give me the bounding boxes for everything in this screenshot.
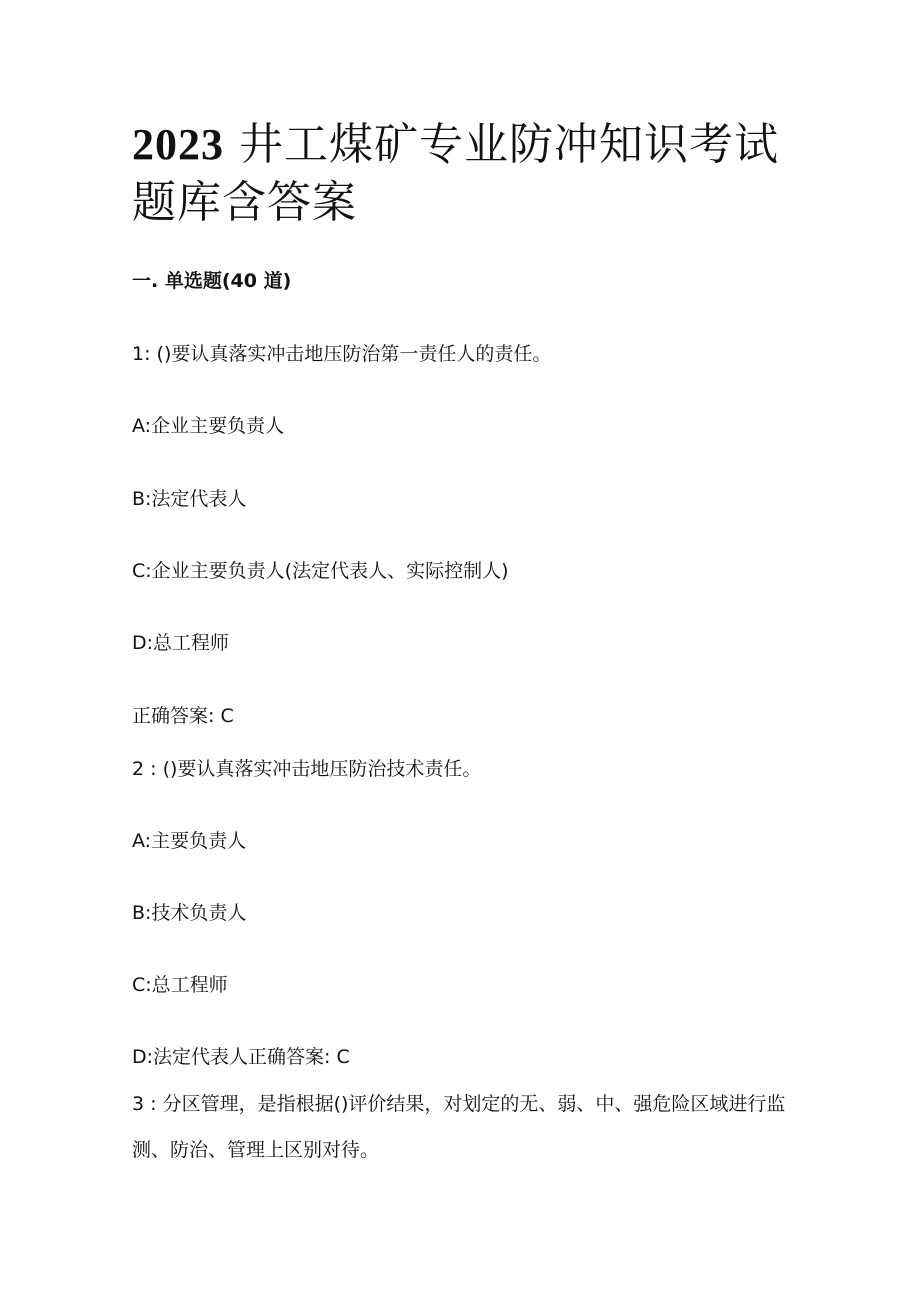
question-1-answer: 正确答案: C <box>132 705 234 727</box>
question-2-option-a: A:主要负责人 <box>132 830 247 852</box>
question-2-stem: 2 : ()要认真落实冲击地压防治技术责任。 <box>132 758 482 780</box>
question-1-option-c: C:企业主要负责人(法定代表人、实际控制人) <box>132 560 509 582</box>
question-1-option-a: A:企业主要负责人 <box>132 415 285 437</box>
question-3-stem: 3 : 分区管理，是指根据()评价结果，对划定的无、弱、中、强危险区域进行监测、防治、管理上区别对待。 <box>132 1093 786 1161</box>
question-1-option-b: B:法定代表人 <box>132 488 247 510</box>
question-1-option-d: D:总工程师 <box>132 632 230 654</box>
question-2-option-b: B:技术负责人 <box>132 902 247 924</box>
section-heading: 一. 单选题(40 道) <box>132 270 292 292</box>
document-title <box>132 116 812 232</box>
document-title-text: 井工煤矿专业防冲知识考试题库含答案 <box>132 119 779 228</box>
document-title-year: 2023 <box>132 120 224 169</box>
question-2-option-d-answer: D:法定代表人正确答案: C <box>132 1046 350 1068</box>
question-1-stem: 1: ()要认真落实冲击地压防治第一责任人的责任。 <box>132 343 552 365</box>
question-2-option-c: C:总工程师 <box>132 974 228 996</box>
